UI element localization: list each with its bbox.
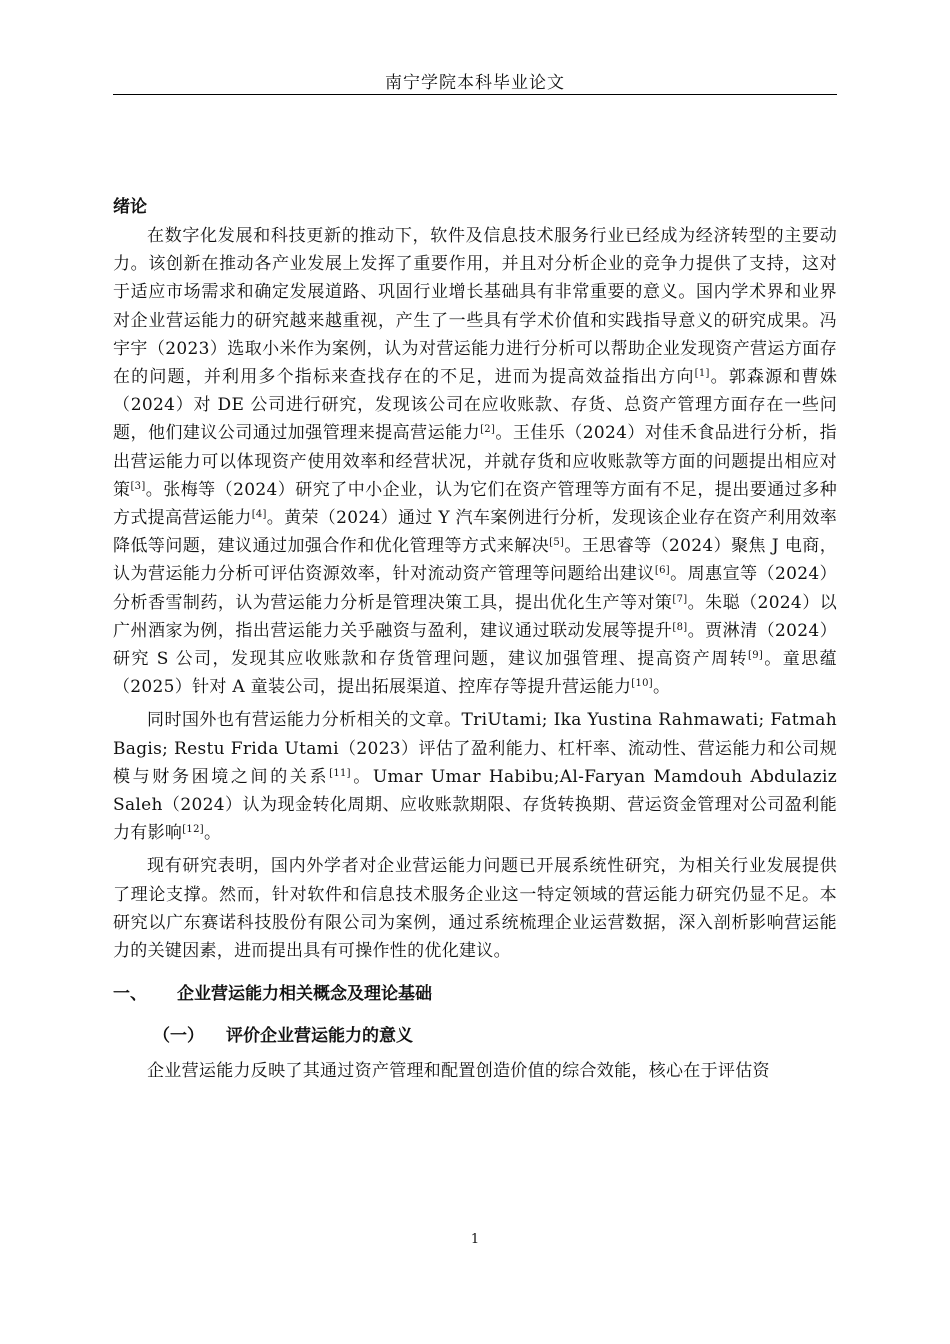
text-run: 同时国外也有营运能力分析相关的文章。TriUtami; Ika Yustina Rahmawati; Fatmah Bagis; Restu Frida Utami（2023）评估了盈利能力、杠杆率、流动性、营运能力和公司规模与财务困境之间的关系 [113,710,837,787]
text-run: 。朱聪（2024）以广州酒家为例，指出营运能力关乎融资与盈利，建议通过联动发展等提升 [113,592,837,641]
citation: [12] [182,824,204,836]
text-run: 。周惠宣等（2024）分析香雪制药，认为营运能力分析是管理决策工具，提出优化生产等对策 [113,564,837,613]
citation: [1] [694,368,710,380]
text-run: 。王思睿等（2024）聚焦 J 电商，认为营运能力分析可评估资源效率，针对流动资产管理等问题给出建议 [113,536,838,585]
citation: [2] [480,424,496,436]
text-run: 在数字化发展和科技更新的推动下，软件及信息技术服务行业已经成为经济转型的主要动力。该创新在推动各产业发展上发挥了重要作用，并且对分析企业的竞争力提供了支持，这对于适应市场需求和确定发展道路、巩固行业增长基础具有非常重要的意义。国内学术界和业界对企业营运能力的研究越来越重视，产生了一些具有学术价值和实践指导意义的研究成果。冯宇宇（2023）选取小米作为案例，认为对营运能力进行分析可以帮助企业发现资产营运方面存在的问题，并利用多个指标来查找存在的不足，进而为提高效益指出方向 [113,226,837,388]
citation: [7] [672,593,688,605]
citation: [9] [748,650,764,662]
chapter-heading [113,979,837,1009]
subsection-heading [113,1021,837,1051]
chapter-number: 一、 [113,984,147,1005]
citation: [10] [631,678,653,690]
page-header: 南宁学院本科毕业论文 [385,73,565,93]
text-run: 。 [203,823,222,844]
text-run: 。黄荣（2024）通过 Y 汽车案例进行分析，发现该企业存在资产利用效率降低等问题，建议通过加强合作和优化管理等方式来解决 [113,508,837,557]
paragraph-research-gap: 现有研究表明，国内外学者对企业营运能力问题已开展系统性研究，为相关行业发展提供了理论支撑。然而，针对软件和信息技术服务企业这一特定领域的营运能力研究仍显不足。本研究以广东赛诺科技股份有限公司为案例，通过系统梳理企业运营数据，深入剖析影响营运能力的关键因素，进而提出具有可操作性的优化建议。 [113,856,837,962]
subsection-title: 评价企业营运能力的意义 [226,1026,413,1047]
chapter-title: 企业营运能力相关概念及理论基础 [177,984,432,1005]
citation: [6] [654,565,670,577]
header-rule [113,94,837,95]
text-run: 。王佳乐（2024）对佳禾食品进行分析，指出营运能力可以体现资产使用效率和经营状况，并就存货和应收账款等方面的问题提出相应对策 [113,423,837,500]
paragraph-significance: 企业营运能力反映了其通过资产管理和配置创造价值的综合效能，核心在于评估资 [147,1061,770,1082]
page-number: 1 [470,1232,480,1247]
page-body [113,192,837,1085]
subsection-number: （一） [153,1026,204,1047]
paragraph-foreign-review [113,706,837,847]
citation: [8] [672,621,688,633]
text-run: 。童思蕴（2025）针对 A 童装公司，提出拓展渠道、控库存等提升营运能力 [113,649,837,698]
citation: [4] [251,509,267,521]
paragraph-domestic-review [113,222,837,701]
section-title: 绪论 [113,197,147,217]
citation: [11] [329,767,351,779]
text-run: 。贾淋清（2024）研究 S 公司，发现其应收账款和存货管理问题，建议加强管理、提高资产周转 [113,620,837,670]
text-run: 。张梅等（2024）研究了中小企业，认为它们在资产管理等方面有不足，提出要通过多种方式提高营运能力 [113,479,837,529]
citation: [5] [549,537,565,549]
citation: [3] [130,480,146,492]
text-run: 。 [652,677,671,698]
text-run: 。郭森源和曹姝（2024）对 DE 公司进行研究，发现该公司在应收账款、存货、总资产管理方面存在一些问题，他们建议公司通过加强管理来提高营运能力 [113,367,837,444]
text-run: 。Umar Umar Habibu;Al-Faryan Mamdouh Abdulaziz Saleh（2024）认为现金转化周期、应收账款期限、存货转换期、营运资金管理对公司盈利能力有影响 [113,766,837,844]
